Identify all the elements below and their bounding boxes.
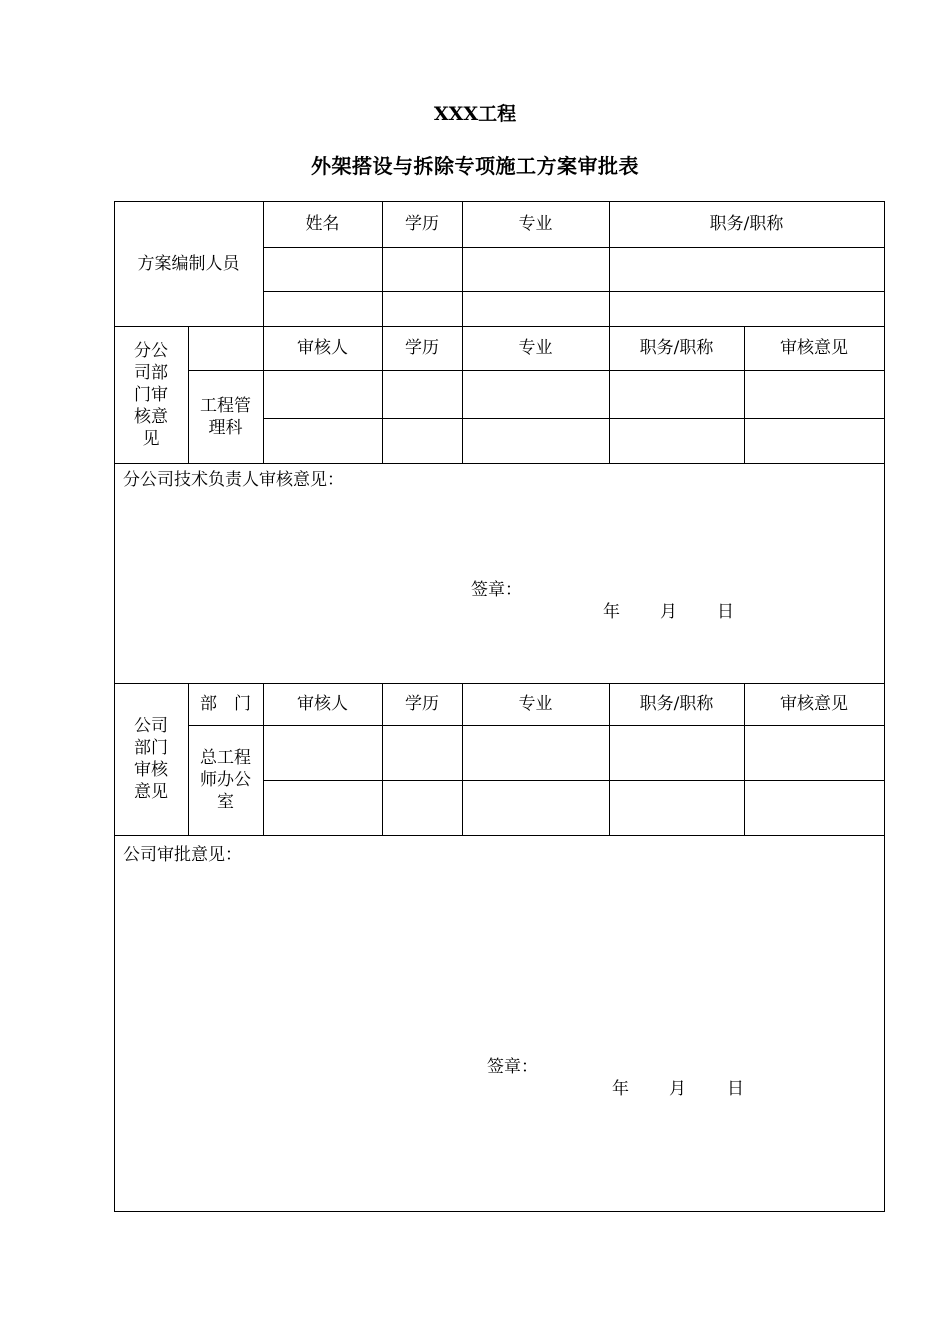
header-review-opinion: 审核意见 [780,694,848,714]
header-title: 职务/职称 [709,214,784,234]
date-month-label: 月 [669,1079,686,1099]
header-title: 职务/职称 [639,338,714,358]
grid-line [263,247,884,248]
company-approval-label: 公司审批意见： [123,845,242,865]
signature-label: 签章： [487,1057,538,1077]
date-year-label: 年 [603,602,620,622]
grid-line [114,835,884,836]
header-education: 学历 [405,214,439,234]
date-month-label: 月 [660,602,677,622]
company-dept-review-label: 公司部门审核意见 [134,716,168,802]
form-title: 外架搭设与拆除专项施工方案审批表 [311,154,639,178]
dept-engineering-cell [188,370,263,463]
header-name: 姓名 [305,214,340,234]
dept-engineering-label: 工程管理科 [199,395,251,438]
header-department: 部 门 [200,694,251,714]
grid-line [263,780,884,781]
header-major: 专业 [518,338,553,358]
date-day-label: 日 [717,602,734,622]
grid-line [188,725,884,726]
dept-chief-engineer-cell [188,725,263,835]
date-day-label: 日 [727,1079,744,1099]
header-review-opinion: 审核意见 [780,338,848,358]
header-education: 学历 [405,338,439,358]
project-title: XXX工程 [433,103,517,125]
grid-line [263,291,884,292]
header-reviewer: 审核人 [297,338,348,358]
grid-line [263,418,884,419]
header-major: 专业 [518,214,553,234]
tech-lead-review-label: 分公司技术负责人审核意见： [123,470,344,490]
company-dept-review-cell [114,683,188,835]
date-year-label: 年 [612,1079,629,1099]
header-education: 学历 [405,694,439,714]
grid-line [188,370,884,371]
dept-chief-engineer-label: 总工程师办公室 [199,748,251,812]
header-title: 职务/职称 [639,694,714,714]
grid-line [114,463,884,464]
header-reviewer: 审核人 [297,694,348,714]
branch-dept-review-label: 分公司部门审核意见 [134,340,168,449]
signature-label: 签章： [471,580,522,600]
header-major: 专业 [518,694,553,714]
compiler-label: 方案编制人员 [137,253,240,274]
branch-dept-review-cell [114,326,188,463]
